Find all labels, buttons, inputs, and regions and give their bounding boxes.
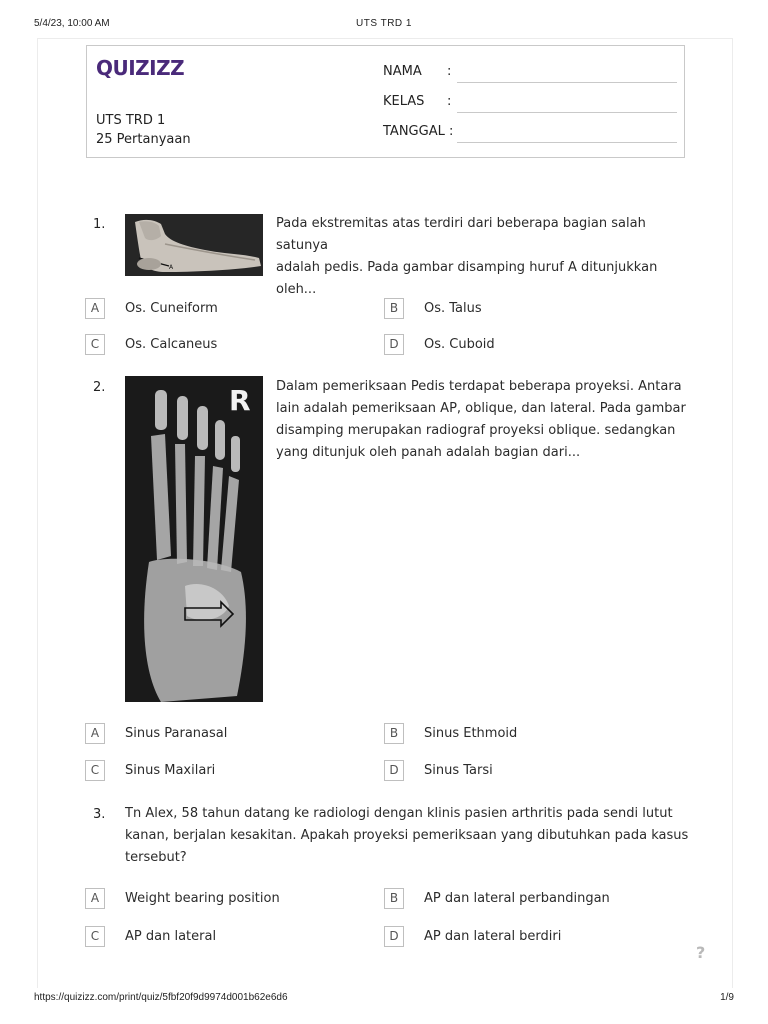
q2-option-b-letter[interactable]: B xyxy=(384,723,404,744)
xray-r-marker: R xyxy=(229,384,251,417)
q3-option-c-text[interactable]: AP dan lateral xyxy=(125,929,217,944)
quiz-title: UTS TRD 1 xyxy=(96,113,166,128)
question-1-foot-image xyxy=(125,214,263,276)
name-label: NAMA xyxy=(383,64,422,79)
print-footer xyxy=(34,992,734,1006)
print-url: https://quizizz.com/print/quiz/5fbf20f9d9974d001b62e6d6 xyxy=(34,992,288,1003)
print-date: 5/4/23, 10:00 AM xyxy=(34,18,110,29)
q1-option-a-text[interactable]: Os. Cuneiform xyxy=(125,301,218,316)
q3-option-d-text[interactable]: AP dan lateral berdiri xyxy=(424,929,562,944)
question-count: 25 Pertanyaan xyxy=(96,132,191,147)
question-2-text xyxy=(276,376,696,464)
q3-option-a-text[interactable]: Weight bearing position xyxy=(125,891,280,906)
question-2-line: yang ditunjuk oleh panah adalah bagian dari... xyxy=(276,445,581,460)
question-2-xray-image xyxy=(125,376,263,702)
q3-option-a-letter[interactable]: A xyxy=(85,888,105,909)
class-label: KELAS xyxy=(383,94,425,109)
q2-option-a-text[interactable]: Sinus Paranasal xyxy=(125,726,228,741)
q2-option-d-text[interactable]: Sinus Tarsi xyxy=(424,763,493,778)
q2-option-c-letter[interactable]: C xyxy=(85,760,105,781)
date-field[interactable] xyxy=(383,124,677,144)
class-colon: : xyxy=(447,94,452,109)
q1-option-c-text[interactable]: Os. Calcaneus xyxy=(125,337,218,352)
quizizz-logo: QUIZIZZ xyxy=(96,56,185,80)
q3-option-c-letter[interactable]: C xyxy=(85,926,105,947)
question-1-number: 1. xyxy=(93,217,106,232)
name-field[interactable] xyxy=(383,64,677,84)
question-2-number: 2. xyxy=(93,380,106,395)
question-2-line: disamping merupakan radiograf proyeksi oblique. sedangkan xyxy=(276,423,676,438)
question-3-text xyxy=(125,803,695,869)
print-title: UTS TRD 1 xyxy=(356,18,412,29)
question-2-line: Dalam pemeriksaan Pedis terdapat beberapa proyeksi. Antara xyxy=(276,379,682,394)
q2-option-d-letter[interactable]: D xyxy=(384,760,404,781)
name-colon: : xyxy=(447,64,452,79)
question-3-line: Tn Alex, 58 tahun datang ke radiologi dengan klinis pasien arthritis pada sendi lutut xyxy=(125,806,673,821)
quiz-header-box xyxy=(86,45,685,158)
class-input-line[interactable] xyxy=(457,112,677,113)
q1-option-b-text[interactable]: Os. Talus xyxy=(424,301,482,316)
class-field[interactable] xyxy=(383,94,677,114)
q2-option-b-text[interactable]: Sinus Ethmoid xyxy=(424,726,518,741)
print-header xyxy=(34,18,734,32)
date-label: TANGGAL : xyxy=(383,124,454,139)
question-3-line: kanan, berjalan kesakitan. Apakah proyeksi pemeriksaan yang dibutuhkan pada kasus xyxy=(125,828,689,843)
q3-option-b-text[interactable]: AP dan lateral perbandingan xyxy=(424,891,610,906)
date-input-line[interactable] xyxy=(457,142,677,143)
question-3-line: tersebut? xyxy=(125,850,187,865)
question-1-line: Pada ekstremitas atas terdiri dari beberapa bagian salah satunya xyxy=(276,216,646,253)
name-input-line[interactable] xyxy=(457,82,677,83)
print-page-number: 1/9 xyxy=(720,992,734,1003)
question-3-number: 3. xyxy=(93,807,106,822)
svg-text:A: A xyxy=(169,264,174,271)
q3-option-d-letter[interactable]: D xyxy=(384,926,404,947)
question-1-line: adalah pedis. Pada gambar disamping huruf A ditunjukkan oleh... xyxy=(276,260,658,297)
question-2-line: lain adalah pemeriksaan AP, oblique, dan lateral. Pada gambar xyxy=(276,401,686,416)
q1-option-a-letter[interactable]: A xyxy=(85,298,105,319)
q2-option-c-text[interactable]: Sinus Maxilari xyxy=(125,763,216,778)
q2-option-a-letter[interactable]: A xyxy=(85,723,105,744)
q3-option-b-letter[interactable]: B xyxy=(384,888,404,909)
help-icon[interactable]: ? xyxy=(696,943,706,962)
q1-option-d-text[interactable]: Os. Cuboid xyxy=(424,337,495,352)
q1-option-c-letter[interactable]: C xyxy=(85,334,105,355)
q1-option-d-letter[interactable]: D xyxy=(384,334,404,355)
q1-option-b-letter[interactable]: B xyxy=(384,298,404,319)
question-1-text xyxy=(276,213,696,301)
